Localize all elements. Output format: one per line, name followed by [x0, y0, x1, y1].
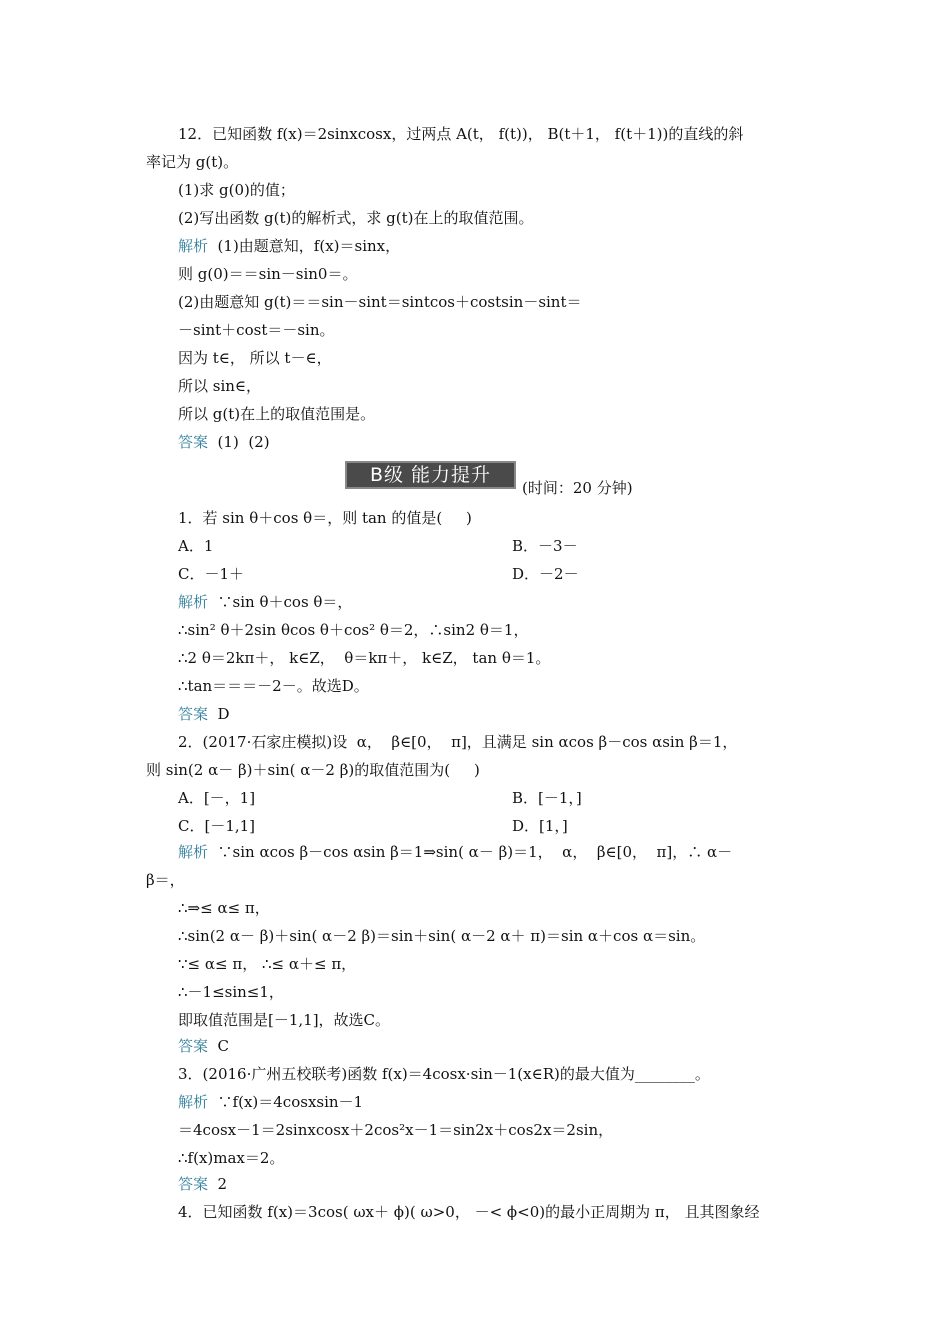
q2-solution-line3: ∴⇒≤ α≤ π， — [178, 899, 270, 917]
q2-answer — [178, 1036, 229, 1056]
q12-solution-line4: －sint＋cost＝－sin。 — [178, 321, 335, 339]
q1-option-c: C．－1＋ — [178, 565, 245, 583]
q2-option-b: B．[－1，] — [512, 789, 582, 807]
answer-tag: 答案 — [178, 1175, 209, 1193]
solution-text: ∵f(x)＝4cosxsin－1 — [208, 1093, 364, 1111]
answer-tag: 答案 — [178, 1037, 209, 1055]
q2-option-d: D．[1，] — [512, 817, 568, 835]
q2-stem-line1: 2．(2017·石家庄模拟)设 α， β∈[0， π]，且满足 sin αcos β－cos αsin β＝1， — [178, 733, 738, 751]
q3-stem: 3．(2016·广州五校联考)函数 f(x)＝4cosx·sin－1(x∈R)的最大值为________。 — [178, 1065, 710, 1083]
q1-stem: 1．若 sin θ＋cos θ＝，则 tan 的值是( ) — [178, 509, 472, 527]
solution-tag: 解析 — [178, 593, 209, 611]
q2-solution-line5: ∵≤ α≤ π， ∴≤ α＋≤ π， — [178, 955, 357, 973]
q12-part1: (1)求 g(0)的值； — [178, 181, 295, 199]
solution-text: (1)由题意知，f(x)＝sinx， — [208, 237, 401, 255]
q12-solution-line7: 所以 g(t)在上的取值范围是。 — [178, 405, 376, 423]
answer-tag: 答案 — [178, 433, 209, 451]
q12-solution-line1 — [178, 236, 400, 256]
answer-text: C — [208, 1037, 230, 1055]
answer-text: 2 — [208, 1175, 228, 1193]
q3-solution-line2: ＝4cosx－1＝2sinxcosx＋2cos²x－1＝sin2x＋cos2x＝2sin， — [178, 1121, 614, 1139]
q1-option-a: A．1 — [178, 537, 214, 555]
solution-tag: 解析 — [178, 1093, 209, 1111]
q2-stem-line2: 则 sin(2 α－ β)＋sin( α－2 β)的取值范围为( ) — [146, 761, 480, 779]
answer-tag: 答案 — [178, 705, 209, 723]
answer-text: D — [208, 705, 230, 723]
q12-answer — [178, 432, 270, 452]
q12-stem-line2: 率记为 g(t)。 — [146, 153, 239, 171]
q2-solution-line7: 即取值范围是[－1,1]，故选C。 — [178, 1011, 391, 1029]
q2-option-a: A．[－，1] — [178, 789, 256, 807]
q1-answer — [178, 704, 230, 724]
q12-part2: (2)写出函数 g(t)的解析式，求 g(t)在上的取值范围。 — [178, 209, 534, 227]
solution-tag: 解析 — [178, 843, 209, 861]
q3-answer — [178, 1174, 227, 1194]
q2-option-c: C．[－1,1] — [178, 817, 256, 835]
solution-tag: 解析 — [178, 237, 209, 255]
q3-solution-line1 — [178, 1092, 363, 1112]
q3-solution-line3: ∴f(x)max＝2。 — [178, 1149, 285, 1167]
q1-option-b: B．－3－ — [512, 537, 578, 555]
solution-text: ∵sin θ＋cos θ＝， — [208, 593, 353, 611]
q1-solution-line3: ∴2 θ＝2kπ＋， k∈Z， θ＝kπ＋， k∈Z， tan θ＝1。 — [178, 649, 551, 667]
q1-solution-line4: ∴tan＝＝＝－2－。故选D。 — [178, 677, 369, 695]
q1-solution-line1 — [178, 592, 352, 612]
section-banner: B级 能力提升 — [345, 461, 516, 489]
q12-solution-line6: 所以 sin∈， — [178, 377, 262, 395]
section-time-note: (时间：20 分钟) — [522, 479, 633, 497]
q2-solution-line1 — [178, 842, 732, 862]
q12-stem-line1: 12．已知函数 f(x)＝2sinxcosx，过两点 A(t， f(t))， B(t＋1， f(t＋1))的直线的斜 — [178, 125, 744, 143]
q12-solution-line5: 因为 t∈， 所以 t－∈， — [178, 349, 332, 367]
q4-stem: 4．已知函数 f(x)＝3cos( ωx＋ ϕ)( ω>0， －< ϕ<0)的最小正周期为 π， 且其图象经 — [178, 1203, 760, 1221]
q2-solution-line6: ∴－1≤sin≤1， — [178, 983, 284, 1001]
q12-solution-line3: (2)由题意知 g(t)＝＝sin－sint＝sintcos＋costsin－sint＝ — [178, 293, 582, 311]
solution-text: ∵sin αcos β－cos αsin β＝1⇒sin( α－ β)＝1， α， β∈[0， π]，∴ α－ — [208, 843, 733, 861]
q12-solution-line2: 则 g(0)＝＝sin－sin0＝。 — [178, 265, 358, 283]
q1-solution-line2: ∴sin² θ＋2sin θcos θ＋cos² θ＝2，∴sin2 θ＝1， — [178, 621, 529, 639]
q1-option-d: D．－2－ — [512, 565, 579, 583]
q2-solution-line2: β＝， — [146, 871, 185, 889]
answer-text: (1) (2) — [208, 433, 270, 451]
q2-solution-line4: ∴sin(2 α－ β)＋sin( α－2 β)＝sin＋sin( α－2 α＋ π)＝sin α＋cos α＝sin。 — [178, 927, 706, 945]
